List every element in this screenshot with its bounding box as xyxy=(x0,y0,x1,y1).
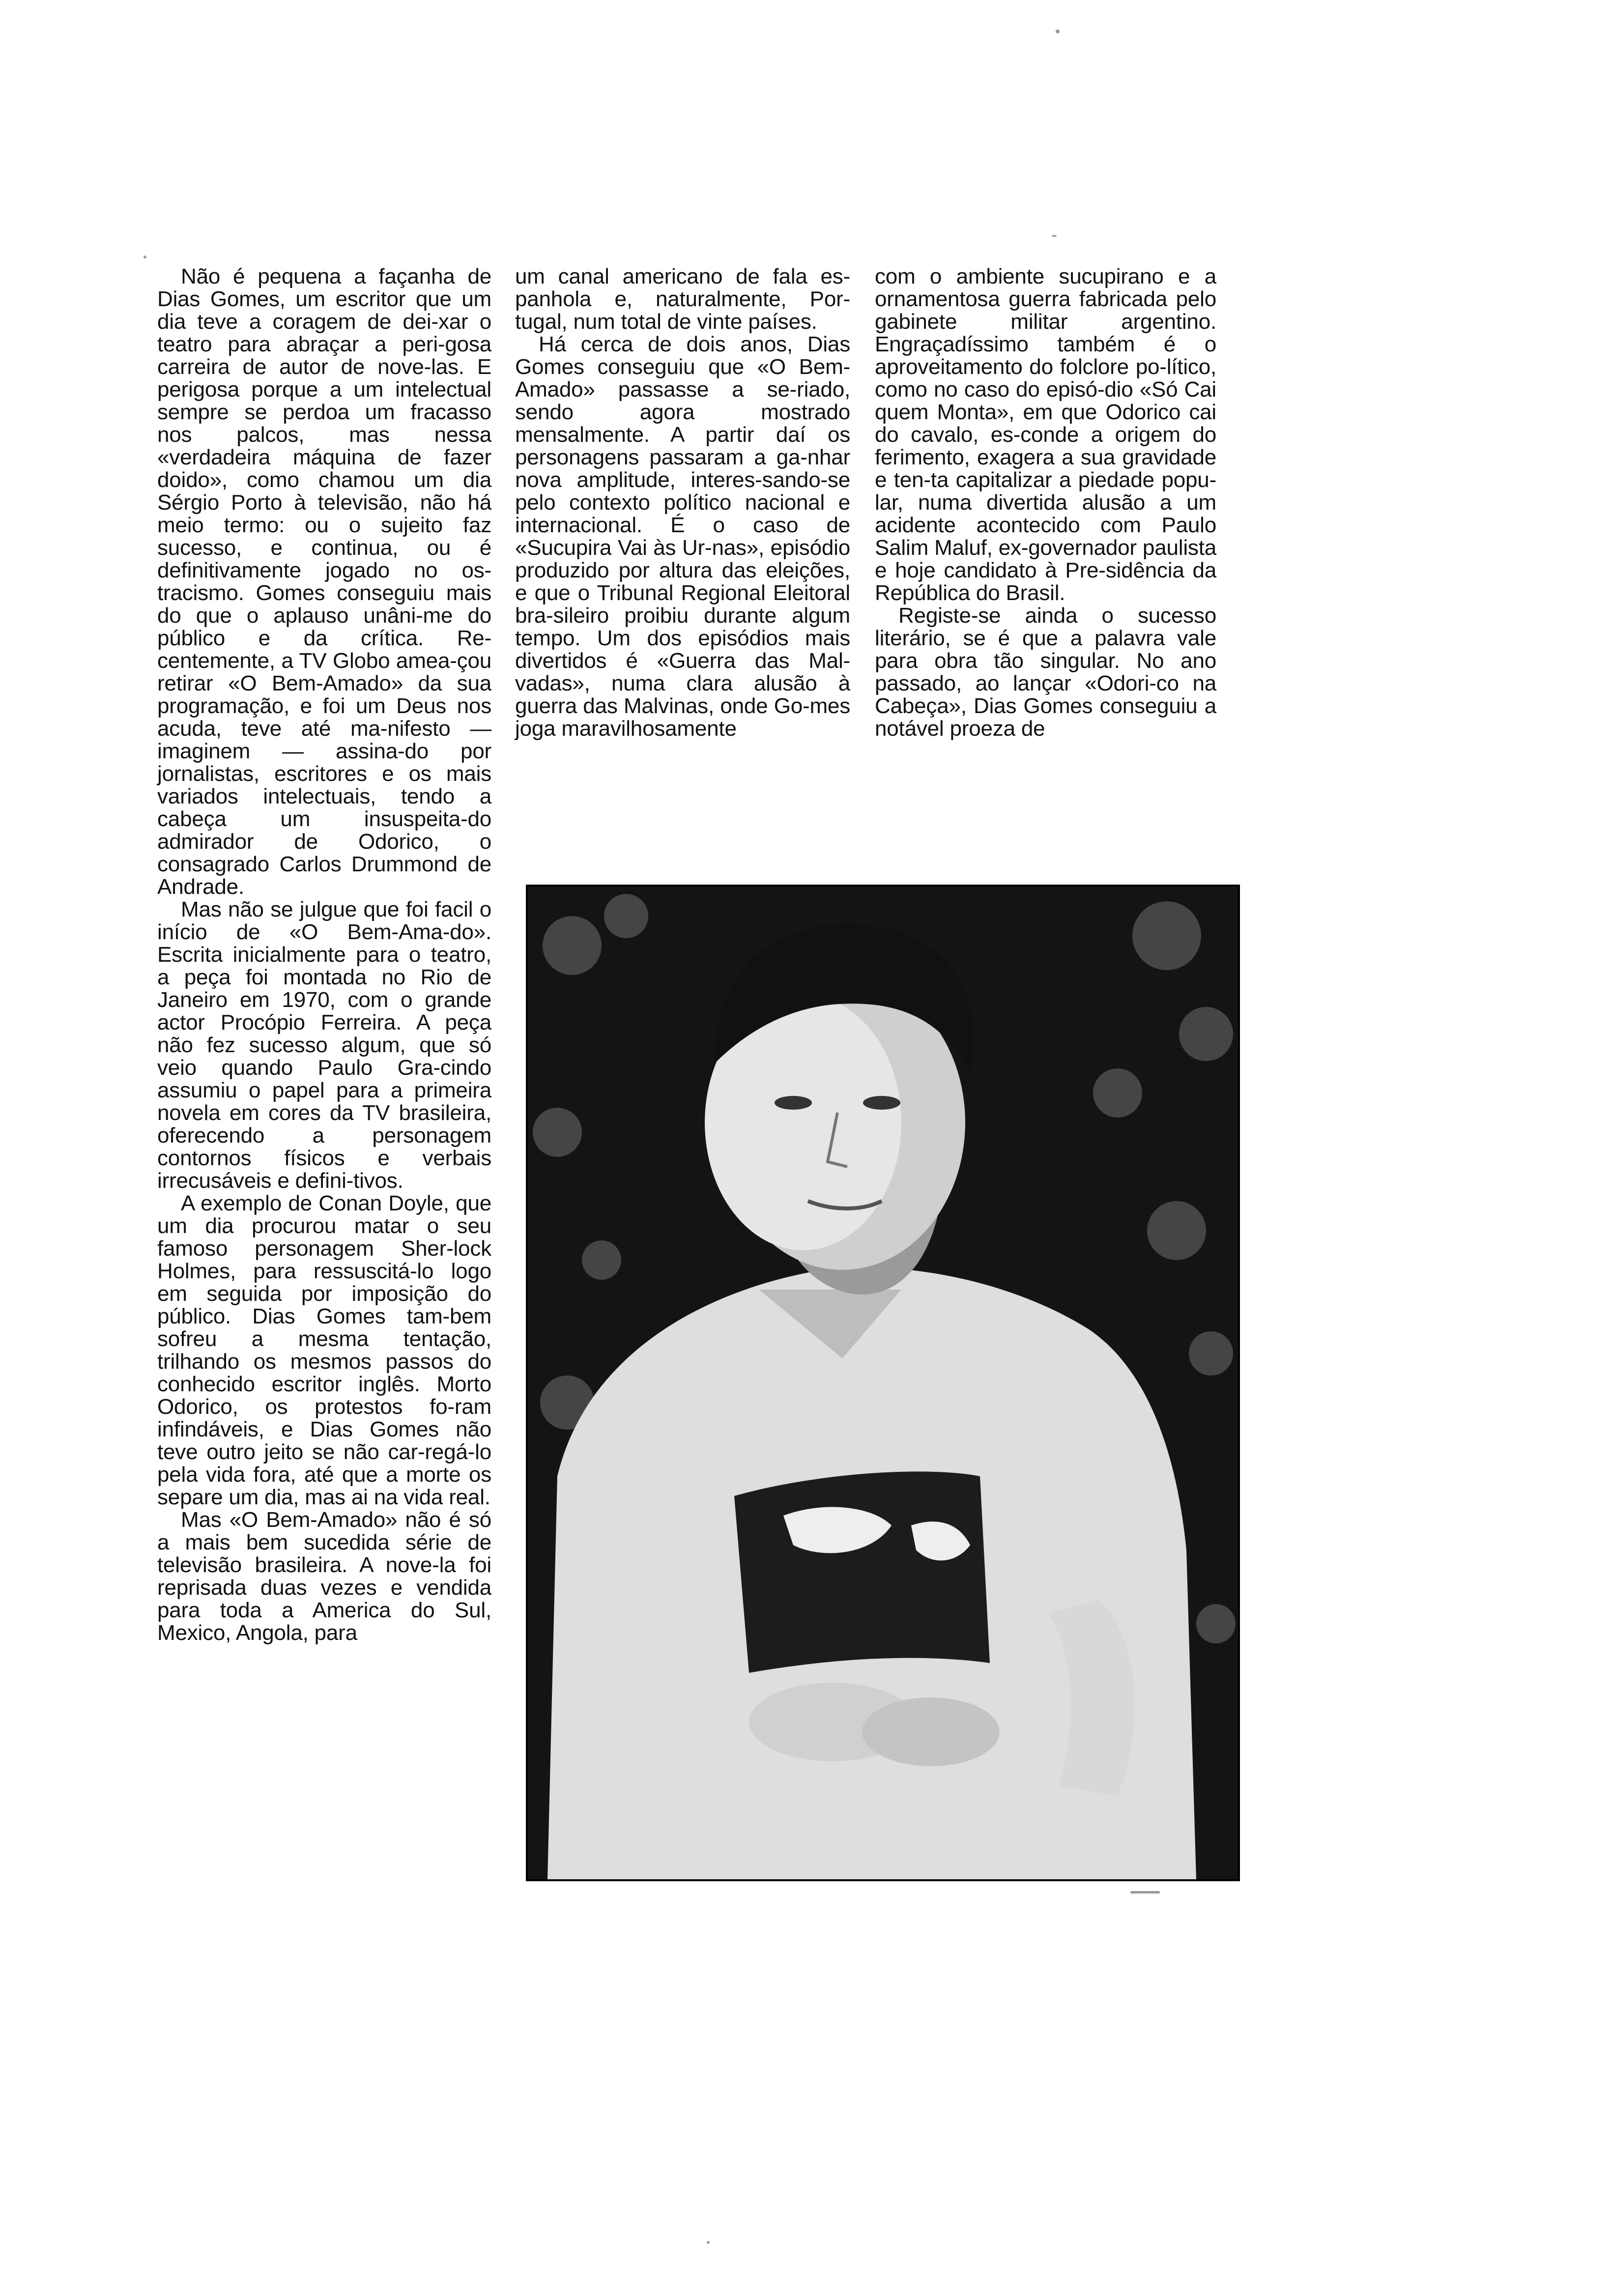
article-column-2 xyxy=(515,265,850,740)
paragraph: Não é pequena a façanha de Dias Gomes, um escritor que um dia teve a coragem de dei-xar o teatro para abraçar a peri-gosa carreira de autor de nove-las. E perigosa porque a um intelectual sempre se perdoa um fracasso nos palcos, mas nessa «verdadeira máquina de fazer doido», como chamou um dia Sérgio Porto à televisão, não há meio termo: ou o sujeito faz sucesso, e continua, ou é definitivamente jogado no os-tracismo. Gomes conseguiu mais do que o aplauso unâni-me do público e da crítica. Re-centemente, a TV Globo amea-çou retirar «O Bem-Amado» da sua programação, e foi um Deus nos acuda, teve até ma-nifesto — imaginem — assina-do por jornalistas, escritores e os mais variados intelectuais, tendo a cabeça um insuspeita-do admirador de Odorico, o consagrado Carlos Drummond de Andrade. xyxy=(157,264,491,899)
paragraph: um canal americano de fala es-panhola e, naturalmente, Por-tugal, num total de vinte países. xyxy=(515,264,850,334)
article-column-3 xyxy=(875,265,1216,740)
scan-speck xyxy=(707,2241,710,2244)
article-column-1 xyxy=(157,265,491,1644)
paragraph: com o ambiente sucupirano e a ornamentosa guerra fabricada pelo gabinete militar argentino. Engraçadíssimo também é o aproveitamento do folclore po-lítico, como no caso do episó-dio «Só Cai quem Monta», em que Odorico cai do cavalo, es-conde a origem do ferimento, exagera a sua gravidade e ten-ta capitalizar a piedade popu-lar, numa divertida alusão a um acidente acontecido com Paulo Salim Maluf, ex-governador paulista e hoje candidato à Pre-sidência da República do Brasil. xyxy=(875,264,1216,605)
paragraph: A exemplo de Conan Doyle, que um dia procurou matar o seu famoso personagem Sher-lock Holmes, para ressuscitá-lo logo em seguida por imposição do público. Dias Gomes tam-bem sofreu a mesma tentação, trilhando os mesmos passos do conhecido escritor inglês. Morto Odorico, os protestos fo-ram infindáveis, e Dias Gomes não teve outro jeito se não car-regá-lo pela vida fora, até que a morte os separe um dia, mas ai na vida real. xyxy=(157,1191,491,1509)
scan-speck xyxy=(1130,1891,1160,1894)
paragraph: Registe-se ainda o sucesso literário, se é que a palavra vale para obra tão singular. No ano passado, ao lançar «Odori-co na Cabeça», Dias Gomes conseguiu a notável proeza de xyxy=(875,603,1216,741)
scan-speck xyxy=(144,256,146,258)
paragraph: Mas «O Bem-Amado» não é só a mais bem sucedida série de televisão brasileira. A nove-la foi reprisada duas vezes e vendida para toda a America do Sul, Mexico, Angola, para xyxy=(157,1508,491,1645)
paragraph: Mas não se julgue que foi facil o início de «O Bem-Ama-do». Escrita inicialmente para o teatro, a peça foi montada no Rio de Janeiro em 1970, com o grande actor Procópio Ferreira. A peça não fez sucesso algum, que só veio quando Paulo Gra-cindo assumiu o papel para a primeira novela em cores da TV brasileira, oferecendo a personagem contornos físicos e verbais irrecusáveis e defini-tivos. xyxy=(157,897,491,1193)
paragraph: Há cerca de dois anos, Dias Gomes conseguiu que «O Bem- Amado» passasse a se-riado, sendo agora mostrado mensalmente. A partir daí os personagens passaram a ga-nhar nova amplitude, interes-sando-se pelo contexto político nacional e internacional. É o caso de «Sucupira Vai às Ur-nas», episódio produzido por altura das eleições, e que o Tribunal Regional Eleitoral bra-sileiro proibiu durante algum tempo. Um dos episódios mais divertidos é «Guerra das Mal-vadas», numa clara alusão à guerra das Malvinas, onde Go-mes joga maravilhosamente xyxy=(515,332,850,741)
photo-illustration xyxy=(528,887,1238,1879)
scan-speck xyxy=(1056,29,1060,33)
portrait-photo xyxy=(526,885,1240,1881)
scan-speck xyxy=(1052,235,1057,237)
